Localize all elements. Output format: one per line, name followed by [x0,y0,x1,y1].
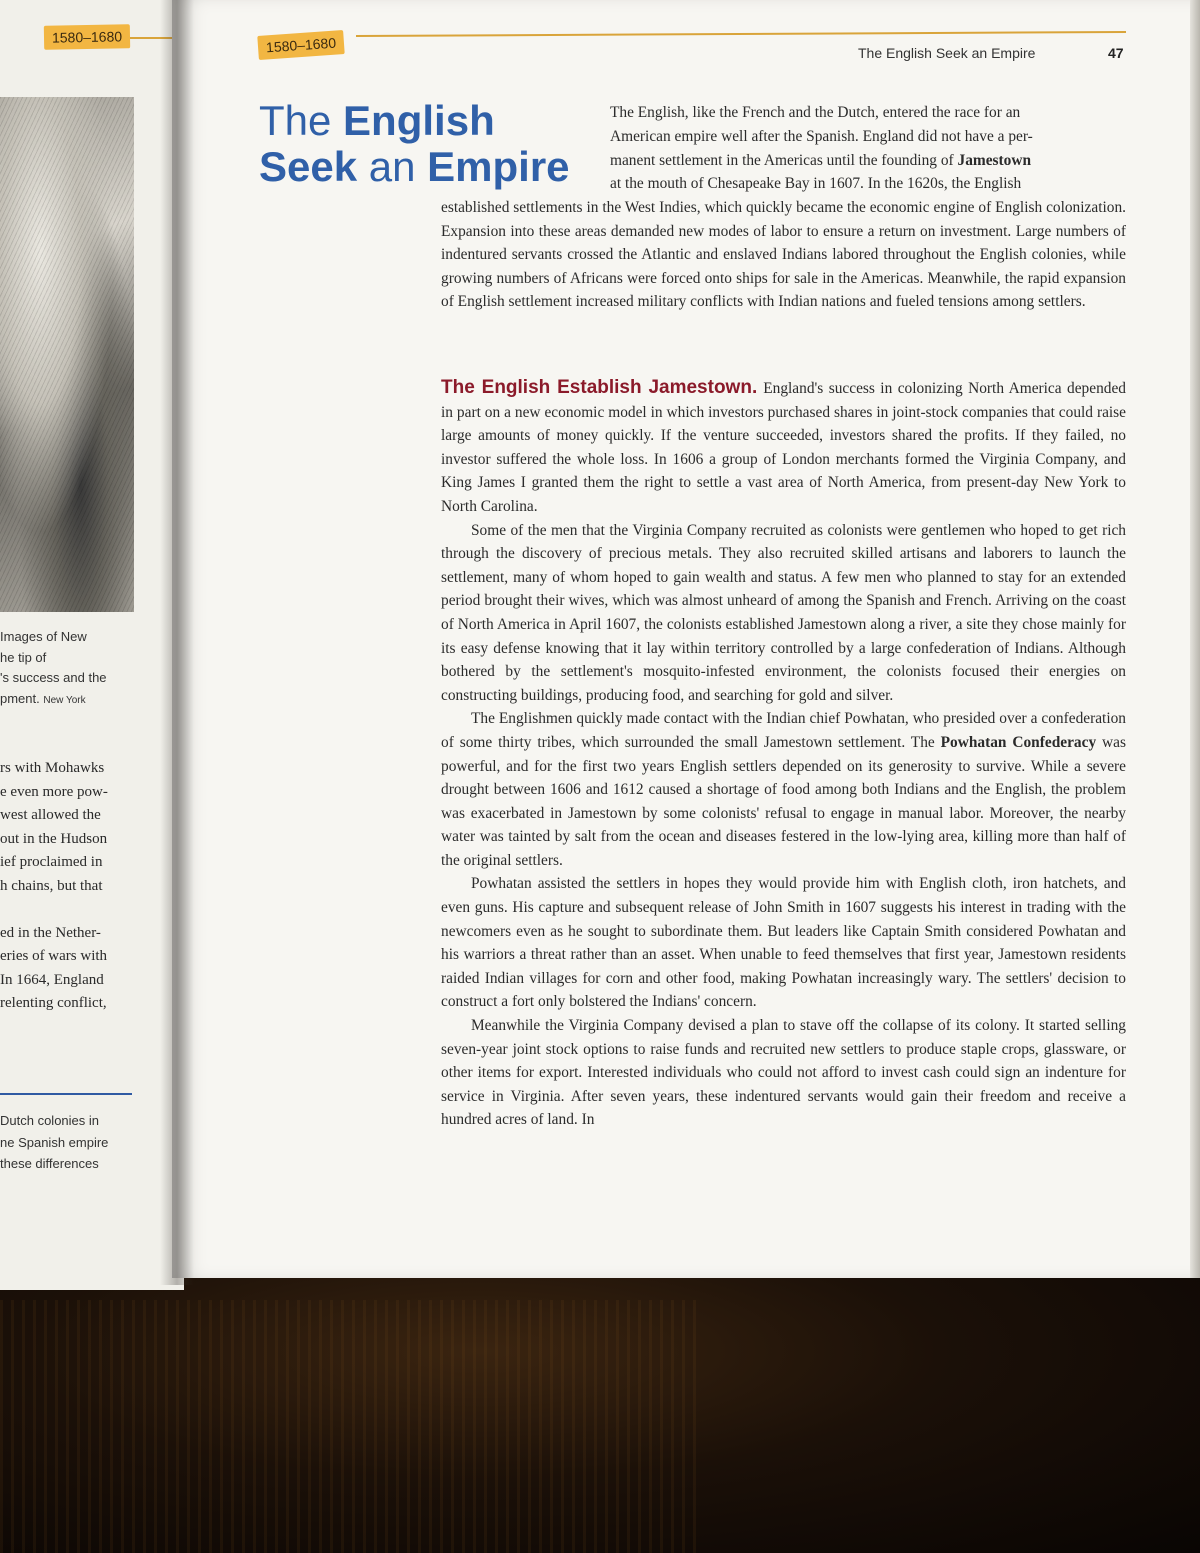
book-gutter-shadow [160,0,194,1285]
section-paragraph-4: Powhatan assisted the settlers in hopes they would provide him with English cloth, iron hatchets, and even guns. His capture and subsequent release of John Smith in 1607 suggests his interest in trading with the newcomers even as he sought to subordinate them. But leaders like Captain Smith considered Powhatan and his warriors a threat rather than an asset. When unable to feed themselves that first year, Jamestown residents raided Indian villages for corn and other food, making Powhatan increasingly wary. The settlers' decision to construct a fort only bolstered the Indians' concern. [441,875,1126,1011]
intro-line: at the mouth of Chesapeake Bay in 1607. In the 1620s, the English [610,175,1022,193]
question-line: these differences [0,1156,99,1171]
page-number: 47 [1108,45,1124,61]
body-line: relenting conflict, [0,995,107,1011]
body-line: eries of wars with [0,948,108,964]
caption-line: 's success and the [0,670,107,685]
section-heading: The English Establish Jamestown. [441,377,758,398]
paragraph-3-text-a: The Englishmen quickly made contact with the Indian chief Powhatan, who presided over a confederation of some thirty tribes, which surrounded the small Jamestown settlement. The [441,710,1126,751]
body-line: h chains, but that [0,877,103,894]
intro-line [610,149,1126,173]
section-paragraph-5: Meanwhile the Virginia Company devised a plan to stave off the collapse of its colony. It started selling seven-year joint stock options to raise funds and recruited new settlers to produce staple crops, glassware, or other items for export. Interested individuals who could not afford to invest cash could sign an indenture for service in Virginia. After seven years, these indentured servants would gain their freedom and receive a hundred acres of land. In [441,1017,1126,1129]
body-line: In 1664, England [0,971,104,988]
right-date-tab: 1580–1680 [257,30,345,60]
intro-paragraph-continued [441,196,1126,314]
title-word-bold: Empire [427,143,570,190]
key-term-powhatan-confederacy: Powhatan Confederacy [940,733,1097,751]
left-body-text [0,757,136,1016]
running-head: The English Seek an Empire [858,45,1036,61]
section-paragraph-2: Some of the men that the Virginia Company recruited as colonists were gentlemen who hoped to get rich through the discovery of precious metals. They also recruited skilled artisans and laborers to launch the settlement, many of whom hoped to gain wealth and status. A few men who planned to stay for an extended period brought their wives, which was almost unheard of among the Spanish and French. Arriving on the coast of North America in April 1607, the colonists established Jamestown along a river, a site they chose mainly for its easy defense knowing that it lay within territory controlled by a large confederation of Indians. Although bothered by the settlement's mosquito-infested environment, the colonists focused their energies on constructing buildings, producing food, and searching for gold and silver. [441,521,1126,704]
body-line: west allowed the [0,807,101,823]
left-date-tab: 1580–1680 [44,24,130,49]
floor-texture [0,1300,700,1553]
chapter-title [259,98,570,190]
section-jamestown [441,376,1126,1132]
page-edge [1190,0,1200,1278]
title-word: The [259,97,332,144]
caption-line: he tip of [0,649,47,665]
intro-line-text: manent settlement in the Americas until the founding of [610,151,954,169]
key-term-jamestown: Jamestown [957,151,1032,169]
intro-line: The English, like the French and the Dutch, entered the race for an [610,104,1021,121]
title-word-bold: English [343,97,495,144]
intro-continued-text: established settlements in the West Indies, which quickly became the economic engine of English colonization. Expansion into these areas demanded new modes of labor to ensure a return on investment. Large numbers of indentured servants crossed the Atlantic and enslaved Indians labored throughout the English colonies, while growing numbers of Africans were forced onto ships for sale in the Americas. Meanwhile, the rapid expansion of English settlement increased military conflicts with Indian nations and fueled tensions among settlers. [441,199,1126,310]
body-line: e even more pow- [0,783,108,800]
caption-line [0,689,140,712]
section-paragraph-1 [441,376,1126,519]
body-line: ief proclaimed in [0,854,103,870]
historical-engraving-illustration [0,97,134,612]
caption-line-text: pment. [0,690,40,706]
title-word: an [368,143,416,190]
paragraph-3-text-b: was powerful, and for the first two years English settlers depended on its generosity to survive. While a severe drought between 1606 and 1612 caused a shortage of food among both Indians and the English, the problem was exacerbated in Jamestown by some colonists' refusal to engage in manual labor. Moreover, the nearby water was tainted by salt from the ocean and diseases festered in the low-lying area, killing more than half of the original settlers. [441,733,1126,869]
left-divider-rule [0,1093,132,1095]
section-paragraph-1-text: England's success in colonizing North America depended in part on a new economic model in which investors purchased shares in joint-stock companies that could raise large amounts of money quickly. If the venture succeeded, investors shared the profits. If they failed, no investor suffered the whole loss. In 1606 a group of London merchants formed the Virginia Company, and King James I granted them the right to settle a vast area of North America, from present-day New York to North Carolina. [441,380,1126,515]
intro-paragraph-top [610,101,1126,196]
caption-line: Images of New [0,629,87,644]
intro-line: American empire well after the Spanish. England did not have a per- [610,127,1033,145]
body-line: out in the Hudson [0,830,108,847]
left-page [0,0,184,1290]
body-line: rs with Mohawks [0,760,105,776]
body-line-blank [0,898,136,922]
section-paragraph-3 [441,707,1126,872]
title-word-bold: Seek [259,143,358,190]
question-line: ne Spanish empire [0,1134,109,1150]
chapter-title-line-1 [259,98,570,144]
body-line: ed in the Nether- [0,924,101,941]
left-review-question [0,1110,140,1175]
question-line: Dutch colonies in [0,1113,99,1128]
caption-credit: New York [43,694,86,706]
chapter-title-line-2 [259,144,570,190]
left-figure-caption [0,627,140,711]
